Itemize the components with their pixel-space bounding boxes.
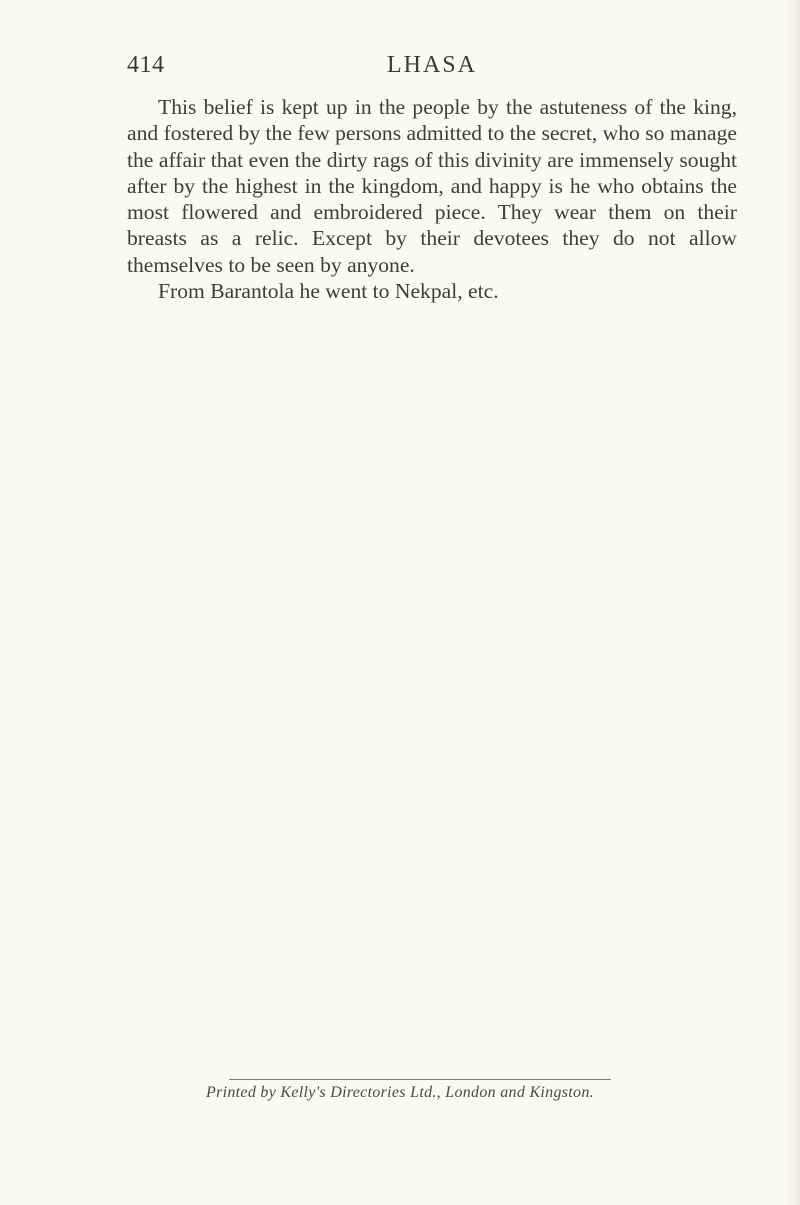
body-text (127, 94, 737, 304)
body-paragraph: This belief is kept up in the people by the astuteness of the king, and fostered by the few persons admitted to the secret, who so manage the affair that even the dirty rags of this divinity are immensely sought after by the highest in the kingdom, and happy is he who obtains the most flowered and embroidered piece. They wear them on their breasts as a relic. Except by their devotees they do not allow themselves to be seen by anyone. (127, 95, 737, 277)
page-number: 414 (127, 52, 165, 78)
running-title: LHASA (386, 52, 477, 78)
page-edge-shadow (786, 0, 800, 1205)
printer-imprint: Printed by Kelly's Directories Ltd., London and Kingston. (206, 1084, 594, 1101)
imprint-rule (229, 1079, 611, 1080)
running-head (127, 52, 737, 86)
body-paragraph: From Barantola he went to Nekpal, etc. (158, 279, 499, 304)
